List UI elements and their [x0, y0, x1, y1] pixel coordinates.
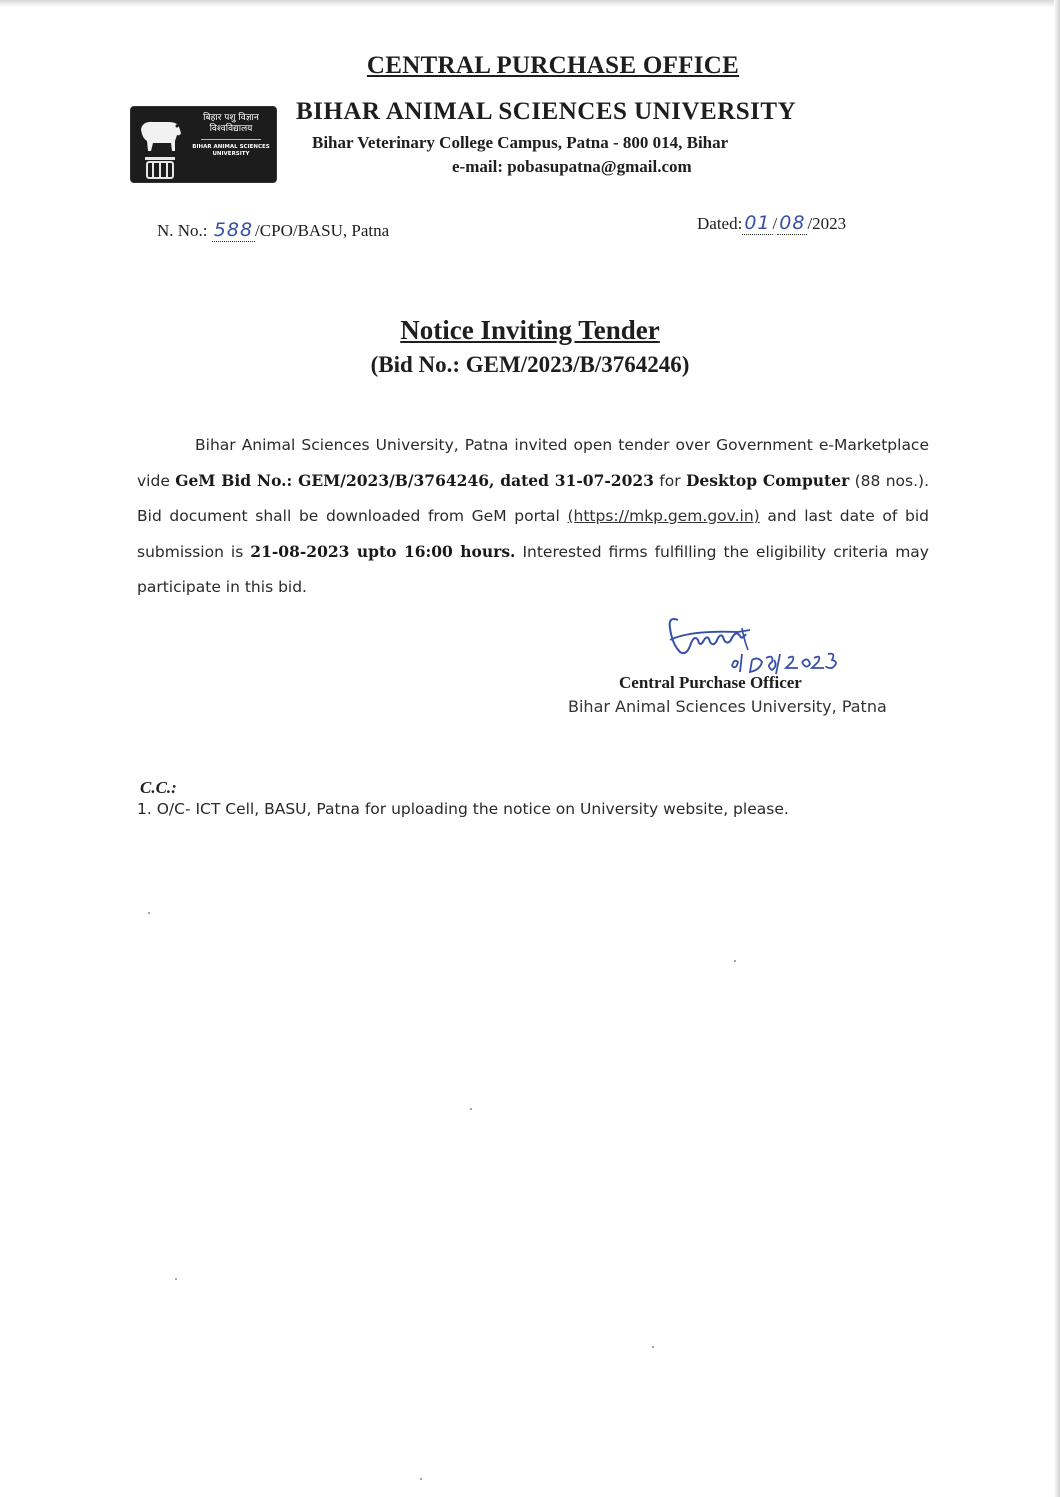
scan-edge-top	[0, 0, 1060, 7]
logo-text	[189, 113, 273, 158]
cc-item: 1. O/C- ICT Cell, BASU, Patna for uploading the notice on University website, please.	[137, 800, 789, 818]
date-month-handwritten: 08	[779, 212, 806, 234]
reference-number	[157, 219, 389, 241]
scan-speck	[652, 1346, 654, 1348]
signatory-organization: Bihar Animal Sciences University, Patna	[568, 697, 887, 716]
scan-speck	[470, 1108, 472, 1110]
reference-suffix: /CPO/BASU, Patna	[255, 221, 390, 240]
date-prefix: Dated:	[697, 214, 743, 233]
body-text-part5: Interested firms fulfilling the eligibility criteria may participate in this bid.	[137, 543, 929, 596]
body-text-part4: and last date of bid submission is	[137, 507, 929, 561]
handwritten-signature	[620, 610, 890, 682]
body-text-part2: for	[653, 472, 686, 490]
scan-speck	[175, 1278, 177, 1280]
gem-portal-link[interactable]: (https://mkp.gem.gov.in)	[567, 507, 760, 525]
body-text-part3: (88 nos.). Bid document shall be downloaded from GeM portal	[137, 472, 929, 525]
university-logo	[130, 106, 277, 183]
scan-speck	[148, 912, 150, 914]
university-name: BIHAR ANIMAL SCIENCES UNIVERSITY	[296, 98, 797, 125]
body-deadline: 21-08-2023 upto 16:00 hours.	[250, 542, 516, 561]
logo-english-text: BIHAR ANIMAL SCIENCES UNIVERSITY	[192, 144, 270, 157]
cow-emblem-icon	[131, 107, 189, 182]
scan-speck	[420, 1478, 422, 1480]
cc-label: C.C.:	[140, 778, 177, 797]
logo-hindi-text: बिहार पशु विज्ञान विश्वविद्यालय	[203, 113, 259, 134]
bid-number-heading: (Bid No.: GEM/2023/B/3764246)	[370, 352, 690, 377]
reference-prefix: N. No.:	[157, 221, 212, 240]
notice-title: Notice Inviting Tender	[400, 315, 660, 345]
campus-address: Bihar Veterinary College Campus, Patna - 800 014, Bihar	[312, 133, 729, 152]
reference-number-handwritten: 588	[213, 219, 254, 241]
office-title: CENTRAL PURCHASE OFFICE	[366, 52, 740, 79]
body-bid-reference: GeM Bid No.: GEM/2023/B/3764246, dated 31-07-2023	[175, 471, 654, 490]
issue-date: Dated: 01 / 08 /2023	[697, 212, 847, 234]
body-text-part1: Bihar Animal Sciences University, Patna invited open tender over Government e-Marketplace vide	[137, 436, 929, 490]
notice-body	[137, 428, 929, 605]
scan-edge-right	[1054, 0, 1060, 1497]
office-email: e-mail: pobasupatna@gmail.com	[452, 157, 692, 176]
signatory-designation: Central Purchase Officer	[619, 673, 802, 692]
body-item-name: Desktop Computer	[685, 471, 850, 490]
logo-divider	[201, 139, 261, 140]
date-year: /2023	[807, 214, 847, 233]
date-day-handwritten: 01	[744, 212, 771, 234]
scan-speck	[734, 960, 736, 962]
